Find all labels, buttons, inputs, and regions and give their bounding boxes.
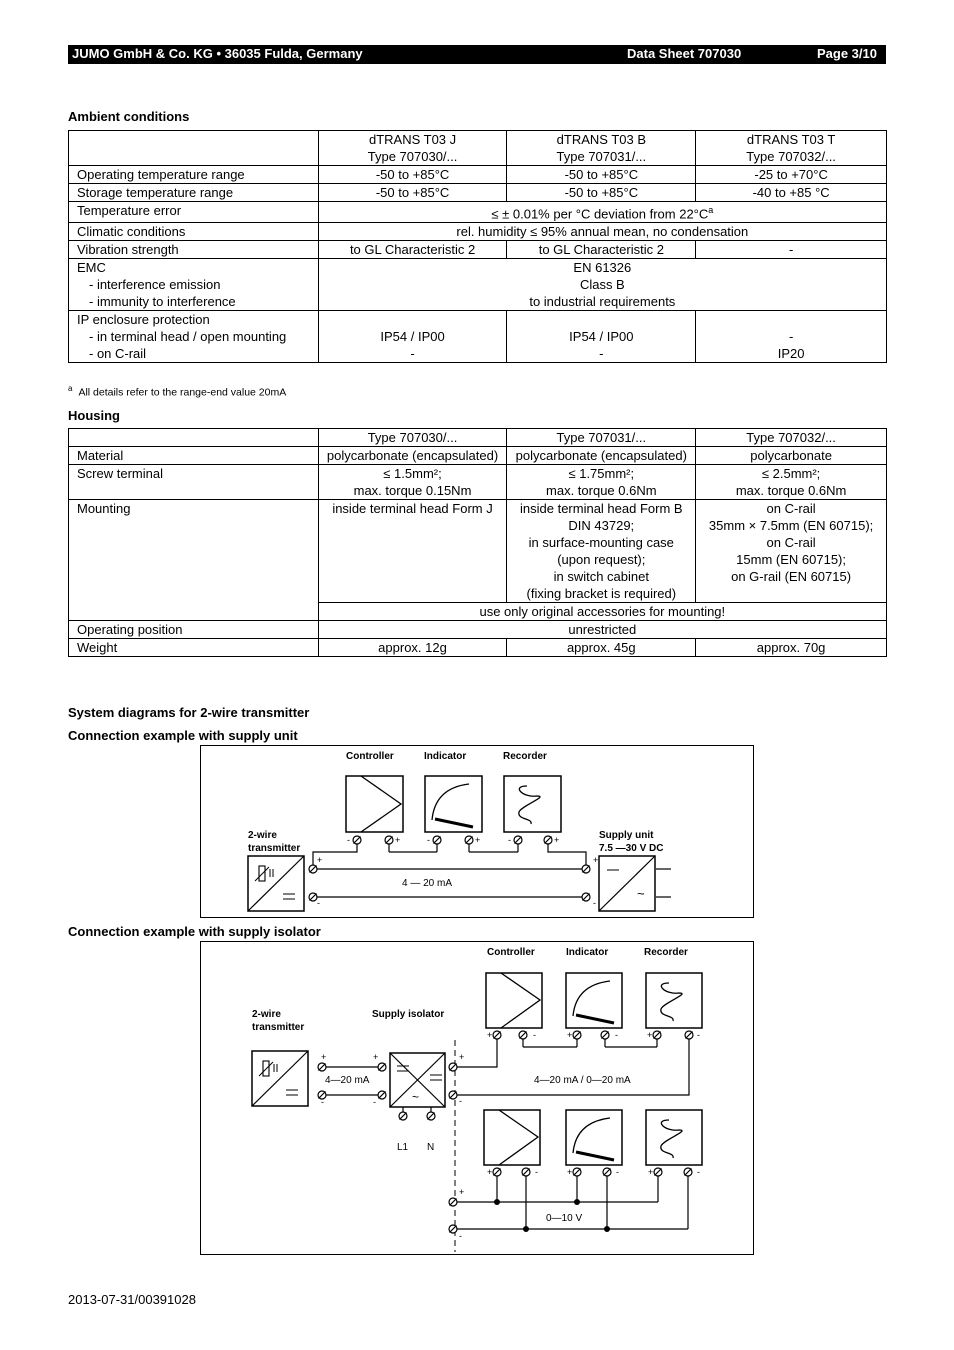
cell-text: DIN 43729; [568,518,635,533]
row-label: Weight [69,639,319,657]
cell-text: on C-rail [766,535,816,550]
cell-text: max. torque 0.6Nm [546,483,657,498]
svg-text:~: ~ [412,1090,420,1104]
footnote [68,384,286,399]
recorder-label: Recorder [503,751,547,762]
transmitter-label: transmitter [252,1022,305,1033]
supply-isolator-icon [390,1053,445,1107]
cell: approx. 45g [507,639,696,657]
footnote-text: All details refer to the range-end value 20mA [78,386,287,399]
col-type: Type 707031/... [556,149,647,164]
header-company: JUMO GmbH & Co. KG • 36035 Fulda, Germany [72,46,363,61]
cell [318,202,886,223]
svg-text:-: - [616,1167,619,1177]
svg-text:+: + [487,1030,493,1040]
header-page: Page 3/10 [817,46,877,61]
svg-text:-: - [697,1167,700,1177]
svg-text:+: + [459,1052,465,1062]
current-label: 4 — 20 mA [401,878,453,889]
transmitter-label: transmitter [248,843,301,854]
diagram-supply-unit [200,745,754,918]
diagrams-heading: System diagrams for 2-wire transmitter [68,705,310,720]
svg-text:+: + [554,835,560,845]
cell-text: ≤ 1.75mm²; [568,466,635,481]
supply-label: Supply unit [599,830,654,841]
l1-label: L1 [397,1142,409,1153]
svg-text:+: + [487,1167,493,1177]
svg-text:+: + [593,855,599,865]
cell-text: IP54 / IP00 [569,329,634,345]
cell: -25 to +70°C [696,166,887,184]
col-type: Type 707030/... [318,429,507,447]
cell [696,500,887,603]
row-label: Operating position [69,621,319,639]
cell-text: ≤ ± 0.01% per °C deviation from 22°C [491,206,709,222]
svg-text:+: + [373,1052,379,1062]
svg-text:-: - [535,1167,538,1177]
col-head: dTRANS T03 B [556,132,647,147]
page-header [68,45,886,64]
table-row [69,621,887,639]
diagram-supply-unit-svg [201,746,753,917]
cell-text: (upon request); [557,552,646,567]
cell-text: IP54 / IP00 [380,329,445,345]
svg-text:+: + [567,1167,573,1177]
cell: to GL Characteristic 2 [318,241,507,259]
recorder-icon [504,776,561,832]
current-in-label: 4—20 mA [325,1075,370,1086]
svg-text:-: - [317,898,320,908]
controller-icon [484,1110,540,1165]
diagram2-heading: Connection example with supply isolator [68,924,321,939]
col-type: Type 707032/... [746,149,836,164]
cell [507,465,696,500]
row-label: Temperature error [69,202,319,223]
cell [318,465,507,500]
supply-label: 7.5 —30 V DC [599,843,664,854]
controller-icon [486,973,542,1028]
table-row [69,465,887,500]
cell-text: on C-rail [766,501,816,516]
cell-text: - [599,346,604,362]
diagram-supply-isolator-svg [201,942,753,1254]
label-text: EMC [77,260,106,276]
cell-text: (fixing bracket is required) [526,586,677,601]
col-head: dTRANS T03 T [746,132,836,147]
svg-text:-: - [697,1030,700,1040]
svg-text:+: + [459,1187,465,1197]
row-label [69,311,319,363]
indicator-label: Indicator [566,947,609,958]
cell: - [696,241,887,259]
cell: polycarbonate (encapsulated) [318,447,507,465]
cell [318,259,886,311]
table-row [69,639,887,657]
col-type: Type 707031/... [507,429,696,447]
cell: inside terminal head Form J [318,500,507,603]
svg-text:+: + [321,1052,327,1062]
col-head: dTRANS T03 J [368,132,457,147]
col-type: Type 707030/... [367,149,458,164]
cell [696,465,887,500]
svg-text:-: - [533,1030,536,1040]
cell: -50 to +85°C [318,184,507,202]
table-row [69,241,887,259]
cell-text: 15mm (EN 60715); [736,552,846,567]
cell-text: in surface-mounting case [528,535,674,550]
svg-text:-: - [459,1231,462,1241]
recorder-label: Recorder [644,947,688,958]
cell [507,311,696,363]
cell: use only original accessories for mounting! [318,603,886,621]
cell [696,311,887,363]
footer-code: 2013-07-31/00391028 [68,1292,196,1307]
footnote-ref: a [708,205,714,215]
col-type: Type 707032/... [696,429,887,447]
transmitter-icon [248,856,304,911]
recorder-icon [646,1110,702,1165]
cell: polycarbonate (encapsulated) [507,447,696,465]
table-row [69,223,887,241]
svg-text:-: - [615,1030,618,1040]
svg-text:-: - [427,835,430,845]
cell-text: in switch cabinet [553,569,649,584]
row-label: Climatic conditions [69,223,319,241]
cell: polycarbonate [696,447,887,465]
voltage-out-label: 0—10 V [546,1213,583,1224]
svg-text:-: - [321,1097,324,1107]
cell-text: to industrial requirements [529,294,676,310]
table-row [69,131,887,166]
cell-text: on G-rail (EN 60715) [731,569,852,584]
row-label [69,259,319,311]
cell-text: IP20 [777,346,805,362]
isolator-label: Supply isolator [372,1009,445,1020]
ambient-heading: Ambient conditions [68,109,190,124]
row-label: Mounting [69,500,319,621]
label-sub: - in terminal head / open mounting [89,329,287,345]
diagram-supply-isolator [200,941,754,1255]
cell: approx. 12g [318,639,507,657]
supply-unit-icon [599,856,655,911]
cell: -50 to +85°C [507,166,696,184]
current-out-label: 4—20 mA / 0—20 mA [534,1075,631,1086]
table-row [69,202,887,223]
svg-text:-: - [508,835,511,845]
row-label: Screw terminal [69,465,319,500]
cell: approx. 70g [696,639,887,657]
cell-text: 35mm × 7.5mm (EN 60715); [708,518,874,533]
transmitter-label: 2-wire [252,1009,281,1020]
svg-text:+: + [317,855,323,865]
indicator-icon [566,973,622,1028]
label-sub: - immunity to interference [89,294,236,310]
header-sheet: Data Sheet 707030 [627,46,742,61]
n-label: N [427,1142,435,1153]
table-row [69,311,887,363]
cell-text: - [410,346,415,362]
cell [318,311,507,363]
indicator-icon [425,776,482,832]
svg-text:-: - [347,835,350,845]
label-text: IP enclosure protection [77,312,210,328]
cell: rel. humidity ≤ 95% annual mean, no condensation [318,223,886,241]
housing-table [68,428,887,657]
cell-text: max. torque 0.6Nm [735,483,847,498]
diagram1-heading: Connection example with supply unit [68,728,298,743]
transmitter-label: 2-wire [248,830,277,841]
footnote-mark: a [68,384,73,393]
cell-text: inside terminal head Form B [520,501,683,516]
cell-text: Class B [579,277,625,293]
svg-text:+: + [567,1030,573,1040]
svg-text:-: - [373,1097,376,1107]
controller-label: Controller [487,947,535,958]
indicator-label: Indicator [424,751,467,762]
svg-text:~: ~ [637,886,645,901]
cell-text: - [788,329,794,345]
label-sub: - on C-rail [89,346,147,362]
controller-icon [346,776,403,832]
svg-text:-: - [593,898,596,908]
cell-text: ≤ 2.5mm²; [761,466,821,481]
cell: to GL Characteristic 2 [507,241,696,259]
housing-heading: Housing [68,408,120,423]
svg-text:+: + [475,835,481,845]
cell [507,500,696,603]
svg-text:+: + [395,835,401,845]
cell-text: max. torque 0.15Nm [353,483,472,498]
table-row [69,166,887,184]
cell-text: EN 61326 [573,260,632,276]
label-sub: - interference emission [89,277,221,293]
recorder-icon [646,973,702,1028]
row-label: Vibration strength [69,241,319,259]
svg-text:+: + [648,1167,654,1177]
row-label: Operating temperature range [69,166,319,184]
cell: -40 to +85 °C [696,184,887,202]
table-row [69,447,887,465]
cell-text: ≤ 1.5mm²; [383,466,442,481]
table-row [69,429,887,447]
table-row [69,259,887,311]
row-label: Storage temperature range [69,184,319,202]
svg-text:+: + [647,1030,653,1040]
row-label: Material [69,447,319,465]
controller-label: Controller [346,751,394,762]
svg-text:-: - [459,1096,462,1106]
cell: -50 to +85°C [507,184,696,202]
table-row [69,184,887,202]
cell: -50 to +85°C [318,166,507,184]
table-row [69,500,887,603]
indicator-icon [566,1110,622,1165]
ambient-table [68,130,887,363]
cell: unrestricted [318,621,886,639]
transmitter-icon [252,1051,308,1106]
